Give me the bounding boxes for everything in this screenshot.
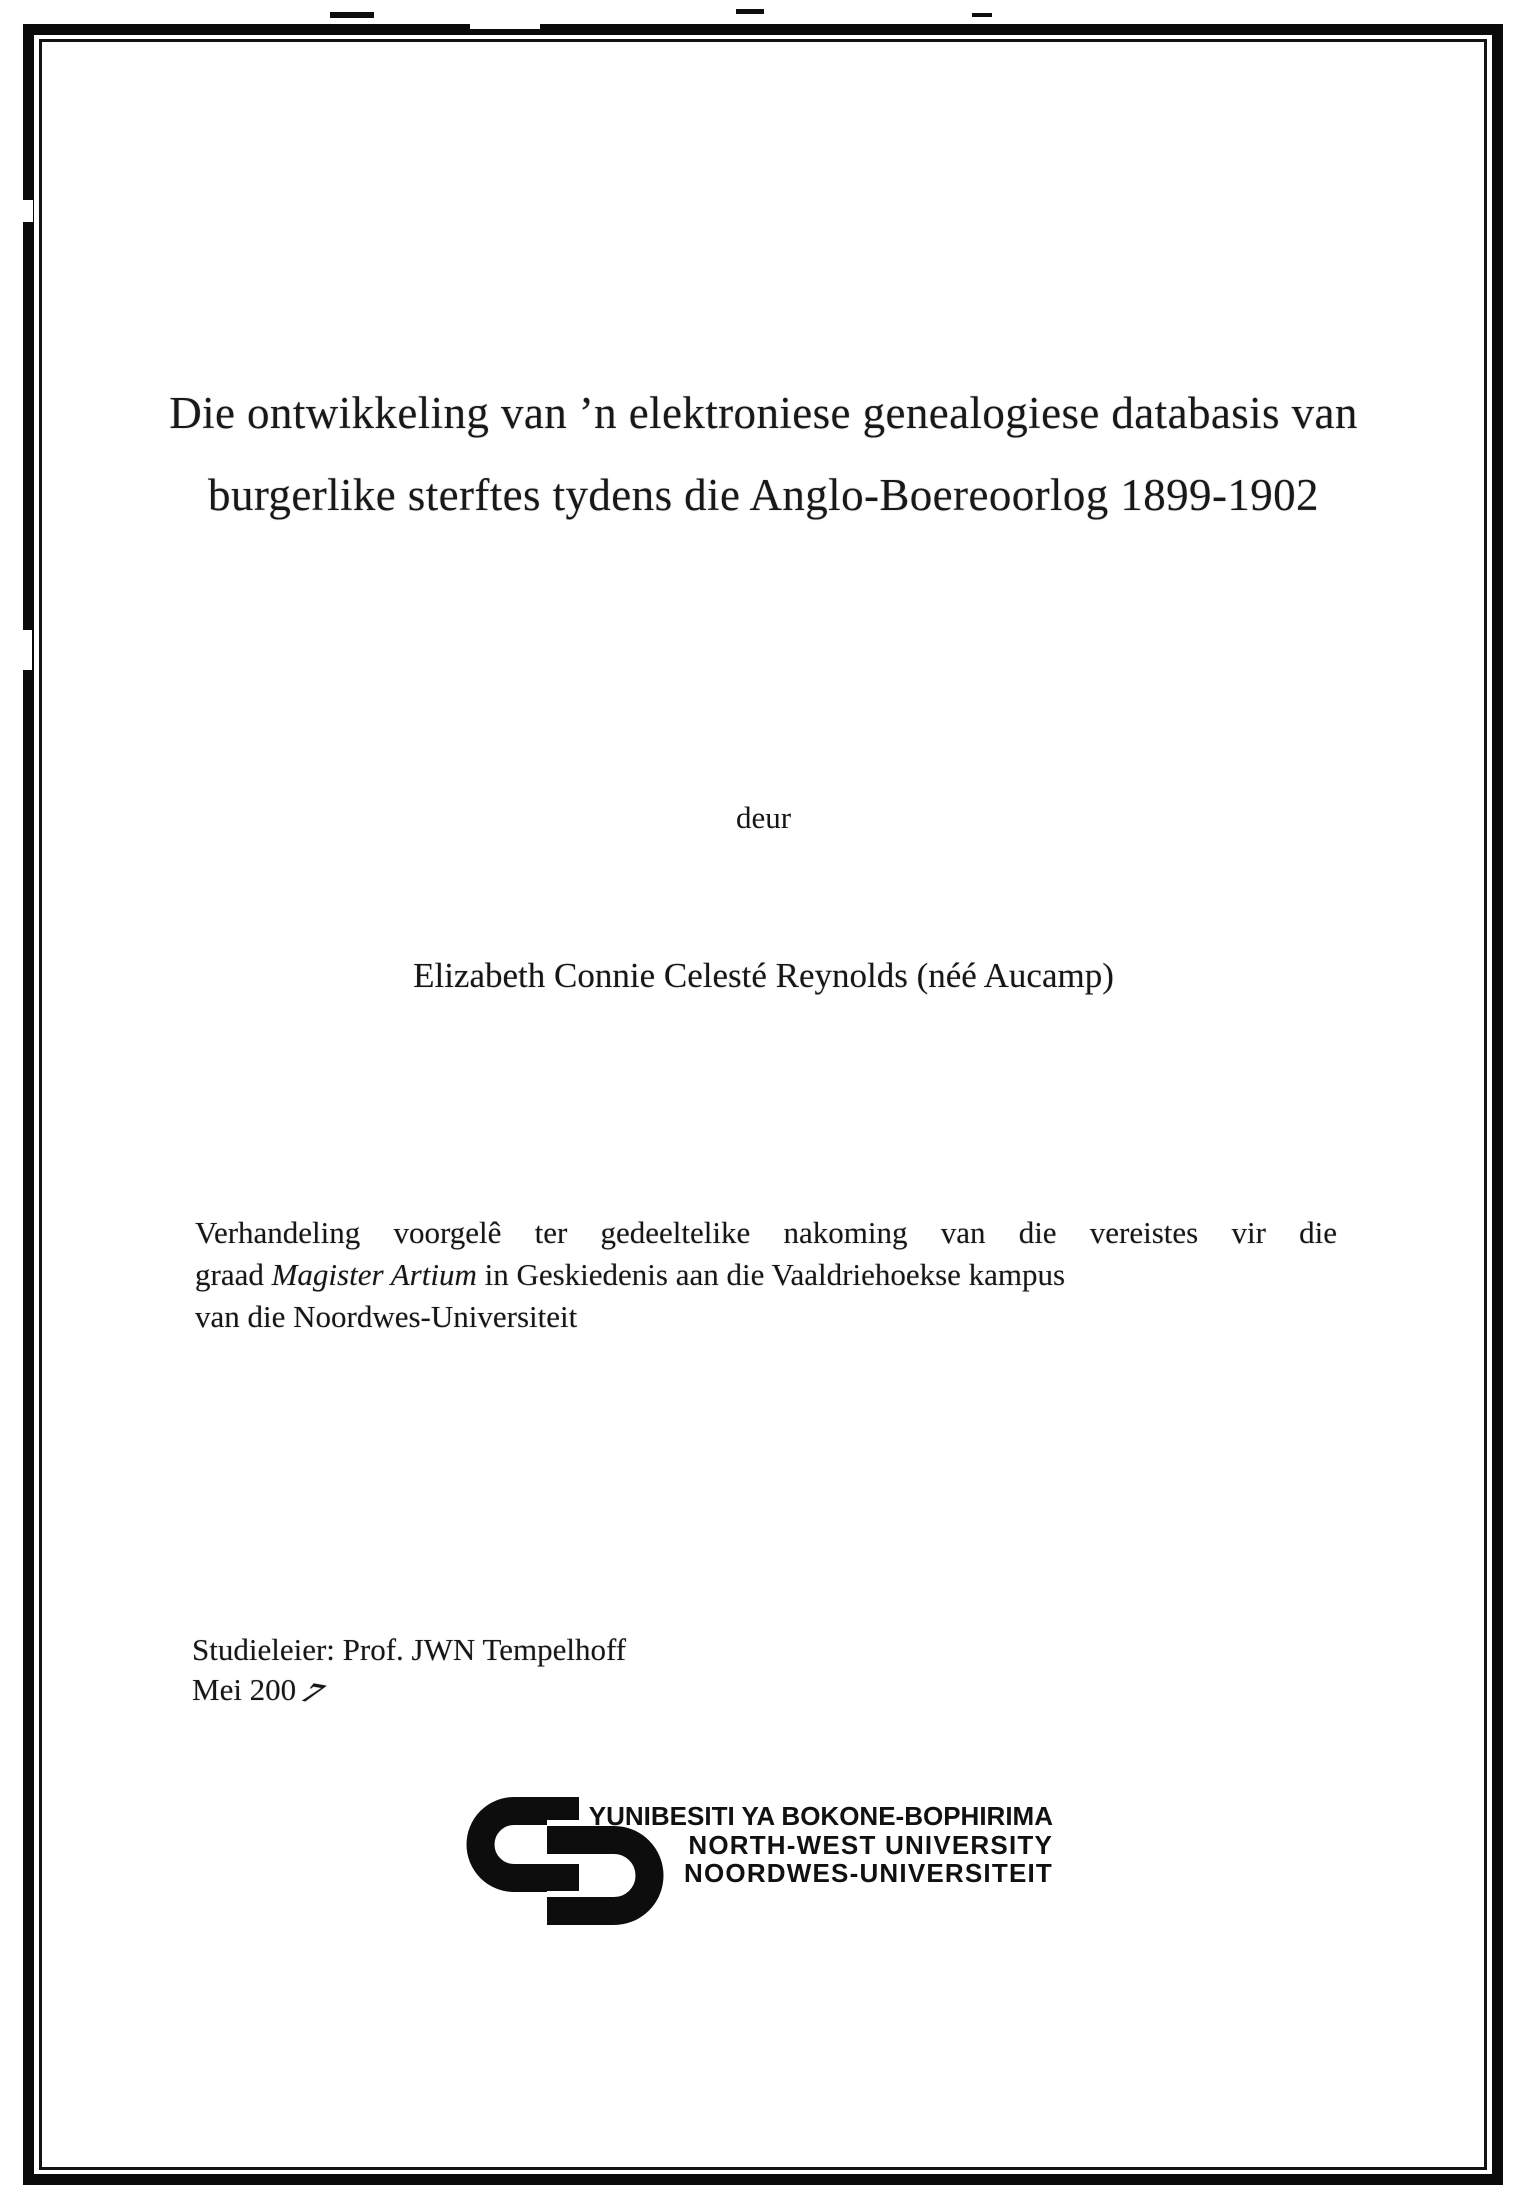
byline: deur [735,800,792,835]
date-prefix: Mei 200 [192,1672,297,1707]
statement-line-1: Verhandeling voorgelê ter gedeeltelike nakoming van die vereistes vir die [195,1215,1337,1250]
logo-name-setswana: YUNIBESITI YA BOKONE-BOPHIRIMA [588,1801,1053,1831]
date-line [192,1670,626,1710]
statement-line-2-prefix: graad [195,1257,272,1292]
statement-line-2-suffix: in Geskiedenis aan die Vaaldriehoekse kampus [476,1257,1066,1292]
scan-artifact [736,9,764,14]
author-name: Elizabeth Connie Celesté Reynolds (néé Aucamp) [413,956,1114,995]
scan-artifact [972,13,992,17]
scan-artifact [330,12,374,18]
nwu-logo-text [583,1802,1053,1888]
page-title [0,372,1527,536]
title-line-1: Die ontwikkeling van ’n elektroniese genealogiese databasis van [169,388,1358,438]
logo-name-afrikaans: NOORDWES-UNIVERSITEIT [684,1858,1053,1888]
statement-line-2 [195,1254,1337,1296]
supervisor-line: Studieleier: Prof. JWN Tempelhoff [192,1632,627,1667]
nwu-logo [465,1796,1065,1931]
thesis-statement [195,1212,1337,1338]
supervisor-block [192,1630,626,1710]
degree-name: Magister Artium [271,1257,477,1292]
scan-artifact [470,24,540,29]
scan-artifact [23,200,33,222]
logo-name-english: NORTH-WEST UNIVERSITY [688,1829,1053,1860]
handwritten-seven: 7 [294,1676,333,1709]
statement-line-3: van die Noordwes-Universiteit [195,1299,578,1334]
title-line-2: burgerlike sterftes tydens die Anglo-Boereoorlog 1899-1902 [208,470,1319,520]
scan-artifact [23,630,32,670]
